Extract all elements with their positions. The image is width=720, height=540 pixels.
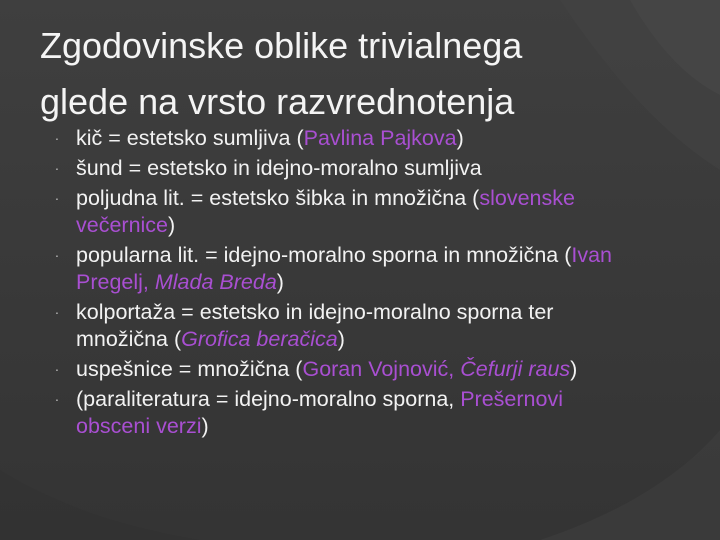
bullet-item-sund (0, 155, 640, 182)
bullet-item-popularna (0, 242, 640, 296)
bullet-marker: · (54, 247, 60, 263)
bullet-item-uspesnice (0, 356, 640, 383)
example-highlight: slovenske večernice (76, 186, 575, 237)
example-author: Ivan Pregelj, (76, 243, 613, 294)
bullet-text: ) (337, 327, 345, 351)
example-work-title: Mlada Breda (154, 270, 277, 294)
example-author: Goran Vojnović, (302, 357, 461, 381)
bullet-marker: · (54, 130, 60, 146)
bullet-text: (paraliteratura = idejno-moralno sporna, (76, 387, 461, 411)
bullet-text: ) (276, 270, 284, 294)
bullet-text: uspešnice = množična ( (76, 357, 303, 381)
slide-title (40, 18, 700, 130)
bullet-item-poljudna (0, 185, 640, 239)
slide-title-line-2: glede na vrsto razvrednotenja (40, 81, 515, 122)
bullet-marker: · (54, 160, 60, 176)
bullet-text: kič = estetsko sumljiva ( (76, 126, 304, 150)
bullet-text: ) (201, 414, 209, 438)
bullet-list (0, 125, 640, 443)
bullet-text: ) (570, 357, 578, 381)
bullet-item-paraliteratura (0, 386, 640, 440)
bullet-text: šund = estetsko in idejno-moralno sumljiva (76, 156, 482, 180)
bullet-marker: · (54, 391, 60, 407)
bullet-text: ) (456, 126, 464, 150)
bullet-item-kolportaza (0, 299, 640, 353)
example-work-title: Čefurji raus (460, 357, 571, 381)
example-work-title: Grofica beračica (181, 327, 338, 351)
bullet-text: poljudna lit. = estetsko šibka in množična ( (76, 186, 480, 210)
bullet-marker: · (54, 190, 60, 206)
example-highlight: Pavlina Pajkova (303, 126, 457, 150)
bullet-marker: · (54, 304, 60, 320)
bullet-marker: · (54, 361, 60, 377)
bullet-text: popularna lit. = idejno-moralno sporna in množična ( (76, 243, 572, 267)
bullet-text: ) (168, 213, 176, 237)
bullet-item-kic (0, 125, 640, 152)
bullet-text: kolportaža = estetsko in idejno-moralno sporna ter množična ( (76, 300, 554, 351)
example-highlight: Prešernovi obsceni verzi (76, 387, 563, 438)
slide-title-line-1: Zgodovinske oblike trivialnega (40, 25, 523, 66)
